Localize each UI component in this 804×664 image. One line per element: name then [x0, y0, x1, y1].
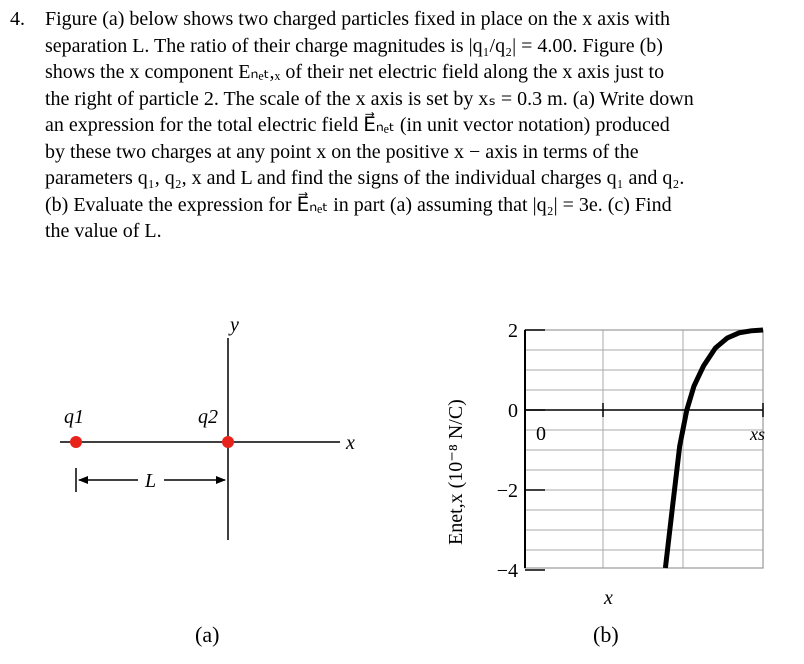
problem-line: separation L. The ratio of their charge magnitudes is |q₁/q₂| = 4.00. Figure (b) — [45, 34, 663, 57]
chart-y-tick-label: −2 — [496, 480, 518, 502]
problem-line: shows the x component Eₙₑₜ,ₓ of their net electric field along the x axis just to — [45, 61, 665, 83]
chart-y-axis-label: Enet,x (10⁻⁸ N/C) — [445, 399, 467, 545]
problem-number: 4. — [10, 8, 25, 30]
figure-b-caption: (b) — [593, 622, 619, 647]
chart-y-tick-label: 2 — [508, 320, 518, 342]
problem-line: the right of particle 2. The scale of the x axis is set by xₛ = 0.3 m. (a) Write down — [45, 87, 694, 110]
problem-line: the value of L. — [45, 220, 162, 242]
chart-y-tick-label: 0 — [508, 400, 518, 422]
chart-grid — [525, 330, 763, 568]
chart-y-tick-label: −4 — [496, 560, 518, 582]
particle-q1-label: q1 — [64, 406, 84, 428]
problem-line: by these two charges at any point x on the positive x − axis in terms of the — [45, 140, 639, 163]
chart-x-axis-label: x — [604, 587, 613, 609]
chart-frame — [525, 330, 763, 568]
chart-series-line — [665, 330, 763, 568]
y-axis-label: y — [230, 314, 239, 336]
chart-xs-label: xs — [750, 424, 765, 444]
chart-y-ticks — [497, 320, 545, 582]
problem-line: an expression for the total electric field E⃗ₙₑₜ (in unit vector notation) produced — [45, 114, 670, 136]
chart-origin-label: 0 — [536, 423, 546, 445]
figure-b — [445, 320, 765, 647]
figure-a-caption: (a) — [195, 622, 220, 647]
problem-line: parameters q₁, q₂, x and L and find the signs of the individual charges q₁ and q₂. — [45, 167, 685, 189]
particle-q2 — [222, 436, 234, 448]
problem-line: Figure (a) below shows two charged particles fixed in place on the x axis with — [45, 8, 671, 30]
particle-q2-label: q2 — [198, 406, 218, 428]
figure-a — [60, 314, 355, 647]
problem-line: (b) Evaluate the expression for E⃗ₙₑₜ in part (a) assuming that |q₂| = 3e. (c) Find — [45, 193, 672, 216]
x-axis-label: x — [346, 432, 355, 454]
separation-label: L — [145, 470, 157, 492]
particle-q1 — [70, 436, 82, 448]
